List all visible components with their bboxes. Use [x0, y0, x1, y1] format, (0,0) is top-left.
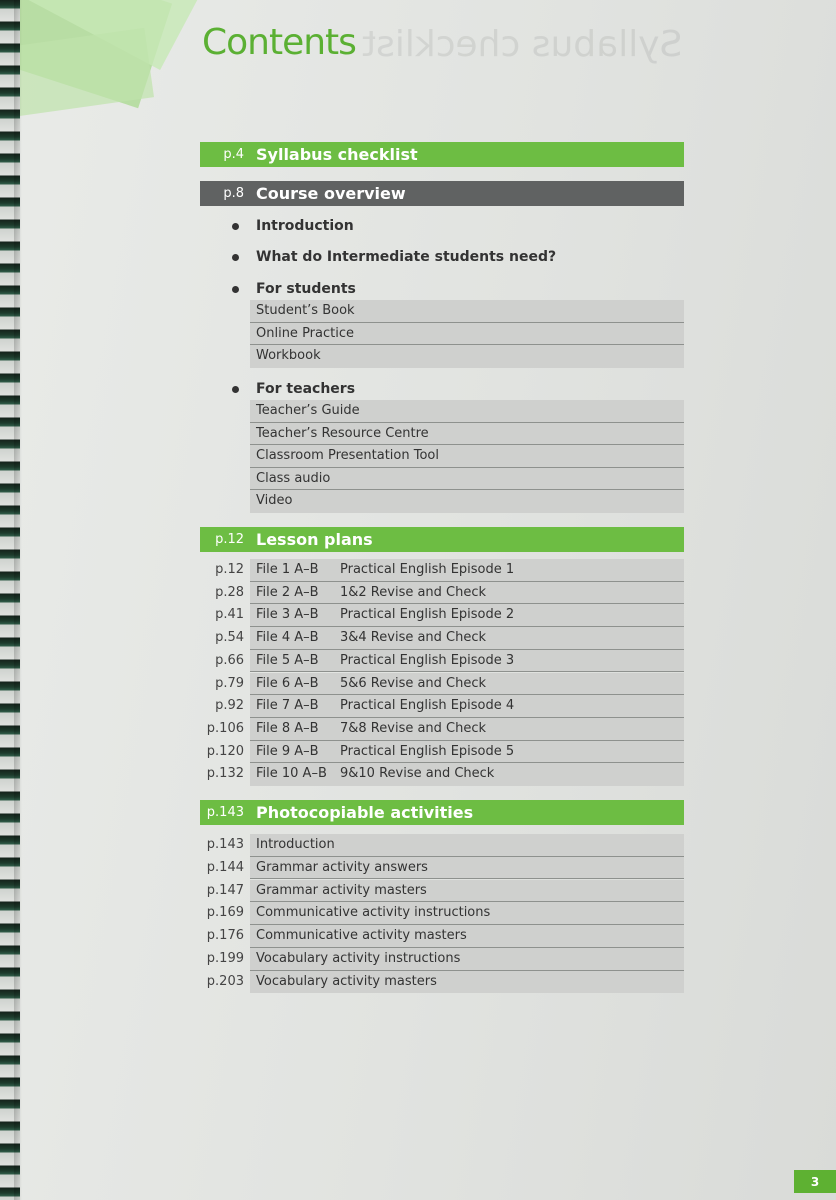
table-row[interactable]: p.12 File 1 A–B Practical English Episode 1 — [200, 559, 684, 582]
corner-decoration — [0, 0, 210, 130]
table-row[interactable]: p.144 Grammar activity answers — [200, 857, 684, 880]
table-row[interactable]: p.28 File 2 A–B 1&2 Revise and Check — [200, 582, 684, 605]
list-item[interactable]: Teacher’s Guide — [250, 400, 684, 423]
section-page: p.8 — [223, 186, 244, 201]
bullet-for-teachers[interactable]: For teachers — [232, 378, 355, 400]
list-item[interactable]: Classroom Presentation Tool — [250, 445, 684, 468]
bullet-icon — [232, 254, 239, 261]
bullet-icon — [232, 223, 239, 230]
section-label: Course overview — [256, 184, 406, 203]
list-item[interactable]: Video — [256, 493, 293, 508]
section-course-overview[interactable] — [200, 181, 684, 206]
table-row[interactable]: p.79 File 6 A–B 5&6 Revise and Check — [200, 673, 684, 696]
table-row[interactable]: p.143 Introduction — [200, 834, 684, 857]
table-row[interactable]: p.66 File 5 A–B Practical English Episode 3 — [200, 650, 684, 673]
spiral-binding — [0, 0, 20, 1200]
table-row[interactable]: p.54 File 4 A–B 3&4 Revise and Check — [200, 627, 684, 650]
section-label: Photocopiable activities — [256, 803, 474, 822]
list-item[interactable]: Teacher’s Resource Centre — [250, 423, 684, 446]
bullet-for-students[interactable]: For students — [232, 278, 356, 300]
page-number-badge: 3 — [794, 1170, 836, 1193]
section-photocopiable-activities[interactable] — [200, 800, 684, 825]
section-syllabus-checklist[interactable] — [200, 142, 684, 167]
section-label: Lesson plans — [256, 530, 373, 549]
page-title: Contents — [202, 22, 356, 63]
table-row[interactable]: p.203 Vocabulary activity masters — [200, 971, 684, 994]
section-lesson-plans[interactable] — [200, 527, 684, 552]
list-item[interactable]: Student’s Book — [250, 300, 684, 323]
section-page: p.12 — [215, 532, 244, 547]
teachers-list — [250, 400, 684, 513]
table-row[interactable]: p.41 File 3 A–B Practical English Episode 2 — [200, 604, 684, 627]
table-row[interactable]: p.176 Communicative activity masters — [200, 925, 684, 948]
table-row[interactable]: p.132 File 10 A–B 9&10 Revise and Check — [200, 763, 684, 786]
list-item[interactable]: Workbook — [256, 348, 321, 363]
list-item[interactable]: Class audio — [250, 468, 684, 491]
show-through-title: Syllabus checklist — [362, 24, 683, 65]
table-row[interactable]: p.120 File 9 A–B Practical English Episode 5 — [200, 741, 684, 764]
bullet-introduction[interactable]: Introduction — [232, 215, 354, 237]
list-item[interactable]: Online Practice — [250, 323, 684, 346]
table-row[interactable]: p.106 File 8 A–B 7&8 Revise and Check — [200, 718, 684, 741]
bullet-icon — [232, 386, 239, 393]
table-row[interactable]: p.147 Grammar activity masters — [200, 880, 684, 903]
table-row[interactable]: p.169 Communicative activity instructions — [200, 902, 684, 925]
section-label: Syllabus checklist — [256, 145, 418, 164]
table-row[interactable]: p.92 File 7 A–B Practical English Episode 4 — [200, 695, 684, 718]
section-page: p.4 — [223, 147, 244, 162]
bullet-icon — [232, 286, 239, 293]
bullet-what-need[interactable]: What do Intermediate students need? — [232, 246, 556, 268]
students-list — [250, 300, 684, 368]
section-page: p.143 — [206, 805, 244, 820]
table-row[interactable]: p.199 Vocabulary activity instructions — [200, 948, 684, 971]
